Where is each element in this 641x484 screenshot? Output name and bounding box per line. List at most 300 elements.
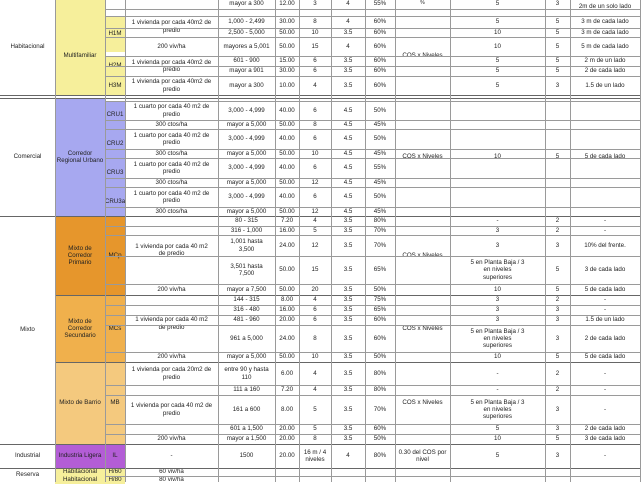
row-divider [0, 444, 640, 445]
code-mcs: MCs [105, 295, 125, 362]
levels: 6 [313, 164, 317, 172]
lot-size: mayor a 5,000 [226, 149, 267, 157]
row-divider [105, 9, 640, 10]
side-setback: 2 [555, 369, 560, 377]
lot-size: mayor a 5,000 [226, 178, 267, 186]
parking: 5 [495, 18, 500, 26]
levels: 10 [311, 149, 319, 157]
density-il: - [170, 452, 173, 460]
cos-industrial: 0.30 del COS por nivel [398, 448, 447, 463]
parking: 10 [494, 28, 501, 36]
levels: 6 [313, 135, 317, 143]
front-width: 50.00 [279, 120, 295, 128]
lot-size: entre 90 y hasta 110 [224, 366, 269, 381]
zone-habitacional: Habitacional [10, 42, 45, 50]
parking: 3 [495, 306, 500, 314]
levels: 12 [311, 207, 319, 215]
row-divider [105, 226, 640, 227]
levels: 5 [313, 405, 317, 413]
levels: 5 [313, 226, 317, 234]
levels: 15 [311, 266, 319, 274]
column-divider [331, 0, 332, 482]
front-width: 6.00 [280, 369, 294, 377]
levels: 15 [311, 42, 319, 50]
subzone-multifamiliar: Multifamiliar [55, 16, 105, 95]
density-80: 80 viv/ha [159, 476, 184, 484]
levels: 5 [313, 425, 317, 433]
habit-top-fill [55, 0, 105, 16]
front-width: 15.00 [279, 57, 295, 65]
floor-height: 4.5 [343, 149, 353, 157]
row-divider [105, 16, 640, 17]
row-divider [105, 256, 640, 257]
levels: 20 [311, 285, 319, 293]
row-divider [105, 76, 640, 77]
lot-size: 316 - 480 [233, 306, 260, 314]
front-width: 50.00 [279, 266, 295, 274]
front-width: 20.00 [279, 425, 295, 433]
cos-value: 65% [373, 266, 387, 274]
parking: 3 [495, 316, 500, 324]
parking: 10 [494, 435, 501, 443]
subzone-mcs: Mixto de Corredor Secundario [55, 295, 105, 362]
levels: 4 [313, 369, 317, 377]
side-setback: 3 [555, 316, 560, 324]
subzone-h60: Habitacional [55, 468, 105, 476]
floor-height: 3.5 [343, 369, 353, 377]
floor-height: 4.5 [343, 207, 353, 215]
cos-value: 50% [373, 435, 387, 443]
front-width: 50.00 [279, 353, 295, 361]
levels: 4 [313, 386, 317, 394]
floor-height: 3.5 [343, 296, 353, 304]
side-setback: 5 [555, 285, 560, 293]
density-300ctos: 300 ctos/ha [155, 207, 188, 215]
code-cru2: CRU2 [105, 129, 125, 158]
cos-tercer: % [420, 0, 425, 6]
code-h2m: H2M [105, 56, 125, 76]
levels: 4 [313, 217, 317, 225]
frente: 10% del frente. [584, 241, 626, 249]
parking-il: 5 [495, 452, 500, 460]
cos-value: 45% [373, 178, 387, 186]
code-cru1: CRU1 [105, 101, 125, 129]
side-setback: 3 [555, 306, 560, 314]
row-divider [105, 178, 640, 179]
front-width: 12.00 [279, 0, 295, 7]
parking: - [496, 217, 499, 225]
cos-niveles-mb: COS x Niveles [402, 399, 443, 407]
side-setback: 5 [555, 67, 560, 75]
column-divider [275, 0, 276, 482]
lot-size: 601 - 900 [233, 57, 260, 65]
levels: 8 [313, 18, 317, 26]
lot-size: mayor a 300 [229, 0, 264, 7]
cos-value: 80% [373, 386, 387, 394]
density-mb-40: 1 vivienda por cada 40 m2 de predio [130, 402, 213, 417]
density-cru: 1 cuarto por cada 40 m2 de predio [133, 131, 210, 146]
cos-niveles-mcp: COS x Niveles [402, 251, 443, 259]
lot-size: 961 a 5,000 [230, 334, 263, 342]
subzone-h80: Habitacional [55, 476, 105, 484]
lot-size: 80 - 315 [235, 217, 258, 225]
subzone-cru: Corredor Regional Urbano [55, 98, 105, 216]
front-width: 24.00 [279, 334, 295, 342]
parking: 10 [494, 42, 501, 50]
row-divider [105, 37, 640, 38]
side-setback: 3 [555, 81, 560, 89]
column-divider [55, 0, 56, 482]
parking: - [496, 369, 499, 377]
density-mcs: 1 vivienda por cada 40 m2 de predio [135, 316, 208, 331]
row-divider [0, 98, 640, 99]
side-setback: 3 [555, 0, 560, 7]
side-setback: 2 [555, 226, 560, 234]
front-width: 30.00 [279, 18, 295, 26]
side-setback: 5 [555, 18, 560, 26]
density-300ctos: 300 ctos/ha [155, 120, 188, 128]
front-width: 8.00 [280, 405, 294, 413]
floor-height: 3.5 [343, 28, 353, 36]
front-width: 50.00 [279, 285, 295, 293]
side-distance: 1.5 de un lado [585, 81, 625, 89]
levels: 6 [313, 67, 317, 75]
column-divider [218, 0, 219, 482]
row-divider [55, 295, 640, 296]
parking-planta-baja: 5 en Planta Baja / 3 en niveles superiores [470, 398, 525, 421]
lot-size: mayor a 901 [229, 67, 264, 75]
density-cru: 1 cuarto por cada 40 m2 de predio [133, 160, 210, 175]
floor-height: 3.5 [343, 306, 353, 314]
density-mcp: 1 vivienda por cada 40 m2 de predio [135, 242, 208, 257]
density-mb-200: 200 viv/ha [157, 435, 186, 443]
density-60: 60 viv/ha [159, 468, 184, 476]
cos-value: 60% [373, 57, 387, 65]
levels: 6 [313, 106, 317, 114]
row-divider [105, 476, 640, 477]
density-200: 200 viv/ha [157, 42, 186, 50]
lot-size: 161 a 600 [232, 405, 261, 413]
side-distance: 2 m de un lado [584, 57, 626, 65]
front-width: 50.00 [279, 178, 295, 186]
front-width: 40.00 [279, 164, 295, 172]
floor-height: 3.5 [343, 226, 353, 234]
code-h1m: H1M [105, 16, 125, 52]
solo-lado: 2m de un solo lado [578, 3, 632, 11]
side-distance: - [603, 306, 607, 314]
row-divider [105, 158, 640, 159]
side-il: 3 [555, 452, 560, 460]
subzone-mcp: Mixto de Corredor Primario [55, 216, 105, 295]
zone-reserva: Reserva [15, 471, 40, 479]
parking: 5 [495, 57, 500, 65]
parking: - [496, 386, 499, 394]
cos-value: 60% [373, 316, 387, 324]
column-divider [450, 0, 451, 482]
floor-height: 4.5 [343, 120, 353, 128]
density-h1m: 1 vivienda por cada 40m2 de predio [131, 19, 212, 34]
cos-value: 50% [373, 285, 387, 293]
side-cru: 5 [555, 153, 560, 161]
density-mcs-200: 200 viv/ha [157, 353, 186, 361]
subzone-il: Industria Ligera [55, 444, 105, 468]
cos-value: 60% [373, 18, 387, 26]
floor-height: 3.5 [343, 266, 353, 274]
code-h80: H/80 [105, 476, 125, 484]
side-distance: 2 de cada lado [584, 334, 626, 342]
row-divider [105, 395, 640, 396]
floor-height: 4 [346, 18, 350, 26]
side-setback: 3 [555, 241, 560, 249]
cos-value: 50% [373, 135, 387, 143]
cos-value: 50% [373, 106, 387, 114]
column-divider [105, 0, 106, 482]
parking: 3 [495, 226, 500, 234]
lot-size: 3,000 - 4,999 [228, 106, 265, 114]
levels: 6 [313, 306, 317, 314]
cos-value: 60% [373, 425, 387, 433]
levels: 6 [313, 193, 317, 201]
row-divider [105, 315, 640, 316]
floor-height: 4.5 [343, 135, 353, 143]
column-divider [125, 0, 126, 482]
front-width: 24.00 [279, 241, 295, 249]
code-il: IL [105, 444, 125, 468]
front-width: 7.20 [280, 217, 294, 225]
lot-size: mayor a 5,000 [226, 353, 267, 361]
side-distance: 3 de cada lado [584, 266, 626, 274]
column-divider [395, 0, 396, 482]
cos-value: 45% [373, 120, 387, 128]
cos-value: 60% [373, 42, 387, 50]
front-width: 10.00 [279, 81, 295, 89]
floor-height: 3.5 [343, 217, 353, 225]
side-setback: 5 [555, 353, 560, 361]
cos-value: 60% [373, 334, 387, 342]
side-distance: - [603, 405, 607, 413]
parking: 10 [494, 353, 501, 361]
cos-niveles-habit: COS x Niveles [402, 51, 443, 59]
row-divider [105, 424, 640, 425]
cos-value: 70% [373, 241, 387, 249]
lot-size: 144 - 315 [233, 296, 260, 304]
side-distance: 5 m de cada lado [581, 42, 629, 50]
code-mb: MB [105, 362, 125, 444]
levels-il: 16 m / 4 niveles [303, 448, 327, 463]
row-divider [105, 149, 640, 150]
cos-value: 55% [373, 0, 387, 7]
parking: 5 [495, 67, 500, 75]
floor-height: 4 [346, 0, 350, 7]
levels: 10 [311, 28, 319, 36]
side-distance: 1.5 de un lado [585, 316, 625, 324]
row-divider [105, 385, 640, 386]
side-setback: 5 [555, 28, 560, 36]
side-distance: 5 de cada lado [584, 285, 626, 293]
zone-mixto: Mixto [20, 326, 35, 334]
row-divider [0, 95, 640, 96]
lot-size: 1,001 hasta 3,500 [230, 238, 263, 253]
floor-height: 4 [346, 42, 350, 50]
floor-height: 3.5 [343, 425, 353, 433]
row-divider [105, 66, 640, 67]
floor-height: 4.5 [343, 193, 353, 201]
row-divider [105, 325, 640, 326]
column-divider [299, 0, 300, 482]
parking-planta-baja: 5 en Planta Baja / 3 en niveles superiores [470, 327, 525, 350]
floor-height: 3.5 [343, 334, 353, 342]
front-width: 50.00 [279, 149, 295, 157]
front-width: 50.00 [279, 207, 295, 215]
parking-cru: 10 [494, 153, 501, 161]
cos-niveles-cru: COS x Niveles [402, 153, 443, 161]
levels: 10 [311, 353, 319, 361]
front-width: 40.00 [279, 193, 295, 201]
lot-size: 481 - 960 [233, 316, 260, 324]
dist-cru: 5 de cada lado [584, 153, 626, 161]
lot-size: 601 a 1,500 [230, 425, 263, 433]
row-divider [105, 207, 640, 208]
density-mb-20: 1 vivienda por cada 20m2 de predio [131, 366, 212, 381]
cos-value: 65% [373, 306, 387, 314]
density-300ctos: 300 ctos/ha [155, 178, 188, 186]
side-setback: 2 [555, 386, 560, 394]
side-distance: - [603, 386, 607, 394]
cos-value: 55% [373, 164, 387, 172]
floor-height: 3.5 [343, 435, 353, 443]
density-cru: 1 cuarto por cada 40 m2 de predio [133, 103, 210, 118]
lot-size: 2,500 - 5,000 [228, 28, 265, 36]
parking: 10 [494, 285, 501, 293]
side-distance: - [603, 217, 607, 225]
density-mcp-200: 200 viv/ha [157, 285, 186, 293]
side-distance: 2 de cada lado [584, 67, 626, 75]
lot-size: mayor a 5,000 [226, 120, 267, 128]
row-divider [105, 28, 640, 29]
side-setback: 5 [555, 266, 560, 274]
lot-size: mayores a 5,001 [223, 42, 270, 50]
cos-value: 60% [373, 67, 387, 75]
row-divider [105, 235, 640, 236]
density-h2m: 1 vivienda por cada 40m2 de predio [131, 58, 212, 73]
levels: 6 [313, 316, 317, 324]
lot-size: 316 - 1,000 [230, 226, 263, 234]
cos-value: 80% [373, 369, 387, 377]
floor-height: 3.5 [343, 353, 353, 361]
side-setback: 3 [555, 334, 560, 342]
side-setback: 3 [555, 405, 560, 413]
floor-height: 3.5 [343, 386, 353, 394]
row-divider [105, 129, 640, 130]
dist-il: - [603, 452, 607, 460]
density-h3m: 1 vivienda por cada 40m2 de predio [131, 78, 212, 93]
lot-size: 3,000 - 4,999 [228, 164, 265, 172]
column-divider [365, 0, 366, 482]
cos-value: 70% [373, 405, 387, 413]
front-width: 20.00 [279, 316, 295, 324]
code-cru3a: CRU3a [105, 187, 125, 216]
cos-value: 80% [373, 217, 387, 225]
lot-size: 1500 [239, 452, 254, 460]
cos-value: 75% [373, 296, 387, 304]
levels: 3 [313, 0, 317, 7]
cos-value: 80% [373, 452, 387, 460]
front-width: 40.00 [279, 135, 295, 143]
cos-value: 70% [373, 226, 387, 234]
side-setback: 2 [555, 217, 560, 225]
zone-industrial: Industrial [14, 452, 41, 460]
front-width: 16.00 [279, 226, 295, 234]
column-divider [545, 0, 546, 482]
code-h60: H/60 [105, 468, 125, 476]
side-setback: 5 [555, 435, 560, 443]
code-h3m: H3M [105, 76, 125, 95]
row-divider [105, 187, 640, 188]
side-setback: 5 [555, 42, 560, 50]
lot-size: 111 a 160 [233, 386, 260, 394]
lot-size: 3,000 - 4,999 [228, 193, 265, 201]
levels: 6 [313, 57, 317, 65]
side-setback: 3 [555, 425, 560, 433]
row-divider [105, 352, 640, 353]
row-divider [0, 468, 640, 469]
side-distance: 5 de cada lado [584, 353, 626, 361]
cos-value: 60% [373, 81, 387, 89]
front-width: 30.00 [279, 67, 295, 75]
floor-height: 3.5 [343, 57, 353, 65]
front-width: 20.00 [279, 435, 295, 443]
side-distance: 2 de cada lado [584, 425, 626, 433]
cos-value: 45% [373, 149, 387, 157]
cos-value: 50% [373, 193, 387, 201]
levels: 8 [313, 435, 317, 443]
front-width: 16.00 [279, 306, 295, 314]
floor-height: 3.5 [343, 285, 353, 293]
side-setback: 2 [555, 296, 560, 304]
front-width: 50.00 [279, 42, 295, 50]
parking: 5 [495, 425, 500, 433]
subzone-mb: Mixto de Barrio [55, 362, 105, 444]
zone-comercial: Comercial [13, 153, 42, 161]
levels: 4 [313, 296, 317, 304]
levels: 12 [311, 178, 319, 186]
levels: 8 [313, 120, 317, 128]
lot-size: 1,000 - 2,499 [228, 18, 265, 26]
floor-height: 3.5 [343, 67, 353, 75]
row-divider [105, 434, 640, 435]
side-distance: 3 m de cada lado [581, 18, 629, 26]
row-divider [0, 216, 640, 217]
floor-height: 4.5 [343, 164, 353, 172]
floor-height: 4.5 [343, 178, 353, 186]
density-cru: 1 cuarto por cada 40 m2 de predio [133, 189, 210, 204]
lot-size: mayor a 5,000 [226, 207, 267, 215]
side-setback: 5 [555, 57, 560, 65]
side-distance: - [603, 369, 607, 377]
cos-value: 60% [373, 28, 387, 36]
code-cru3: CRU3 [105, 158, 125, 187]
column-divider [570, 0, 571, 482]
code-mcp: MCp [105, 216, 125, 295]
density-300ctos: 300 ctos/ha [155, 149, 188, 157]
parking: 3 [495, 241, 500, 249]
cos-value: 45% [373, 207, 387, 215]
lot-size: 3,501 hasta 7,500 [230, 262, 263, 277]
lot-size: mayor a 7,500 [226, 285, 267, 293]
levels: 8 [313, 334, 317, 342]
row-divider [55, 362, 640, 363]
front-width: 20.00 [279, 452, 295, 460]
